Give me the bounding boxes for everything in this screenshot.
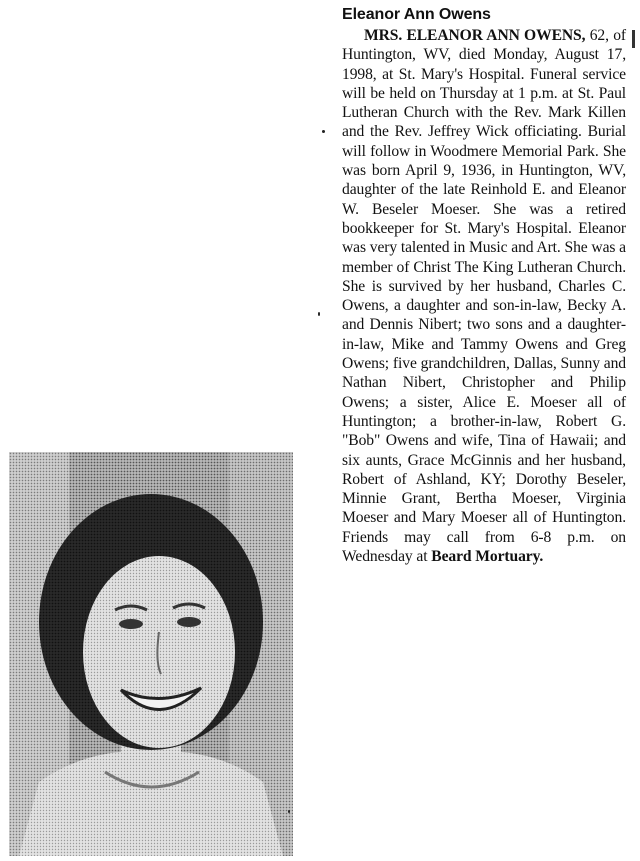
obituary-text: 62, of Huntington, WV, died Monday, August 17, 1998, at St. Mary's Hospital. Funeral service will be held on Thursday at 1 p.m. at St. Paul Lutheran Church with the Rev. Mark Killen and the Rev. Jeffrey Wick officiating. Burial will follow in Woodmere Memorial Park. She was born April 9, 1936, in Huntington, WV, daughter of the late Reinhold E. and Eleanor W. Beseler Moeser. She was a retired bookkeeper for St. Mary's Hospital. Eleanor was very talented in Music and Art. She was a member of Christ The King Lutheran Church. She is survived by her husband, Charles C. Owens, a daughter and son-in-law, Becky A. and Dennis Nibert; two sons and a daughter-in-law, Mike and Tammy Owens and Greg Owens; five grandchildren, Dallas, Sunny and Nathan Nibert, Christopher and Philip Owens; a sister, Alice E. Moeser all of Huntington; a brother-in-law, Robert G. "Bob" Owens and wife, Tina of Hawaii; and six aunts, Grace McGinnis and her husband, Robert of Ashland, KY; Dorothy Beseler, Minnie Grant, Bertha Moeser, Virginia Moeser and Mary Moeser all of Huntington. Friends may call from 6-8 p.m. on Wednesday at [342,27,626,566]
print-speck [322,130,325,133]
mortuary-name: Beard Mortuary. [431,548,544,566]
obituary-body [342,26,626,566]
print-speck [288,810,290,813]
obituary-column [342,6,626,566]
lead-name: MRS. ELEANOR ANN OWENS, [364,27,586,44]
portrait-photo [9,452,293,856]
print-speck [318,312,320,316]
edge-mark [632,30,635,48]
portrait-figure [9,452,293,856]
obituary-headline: Eleanor Ann Owens [342,6,491,23]
